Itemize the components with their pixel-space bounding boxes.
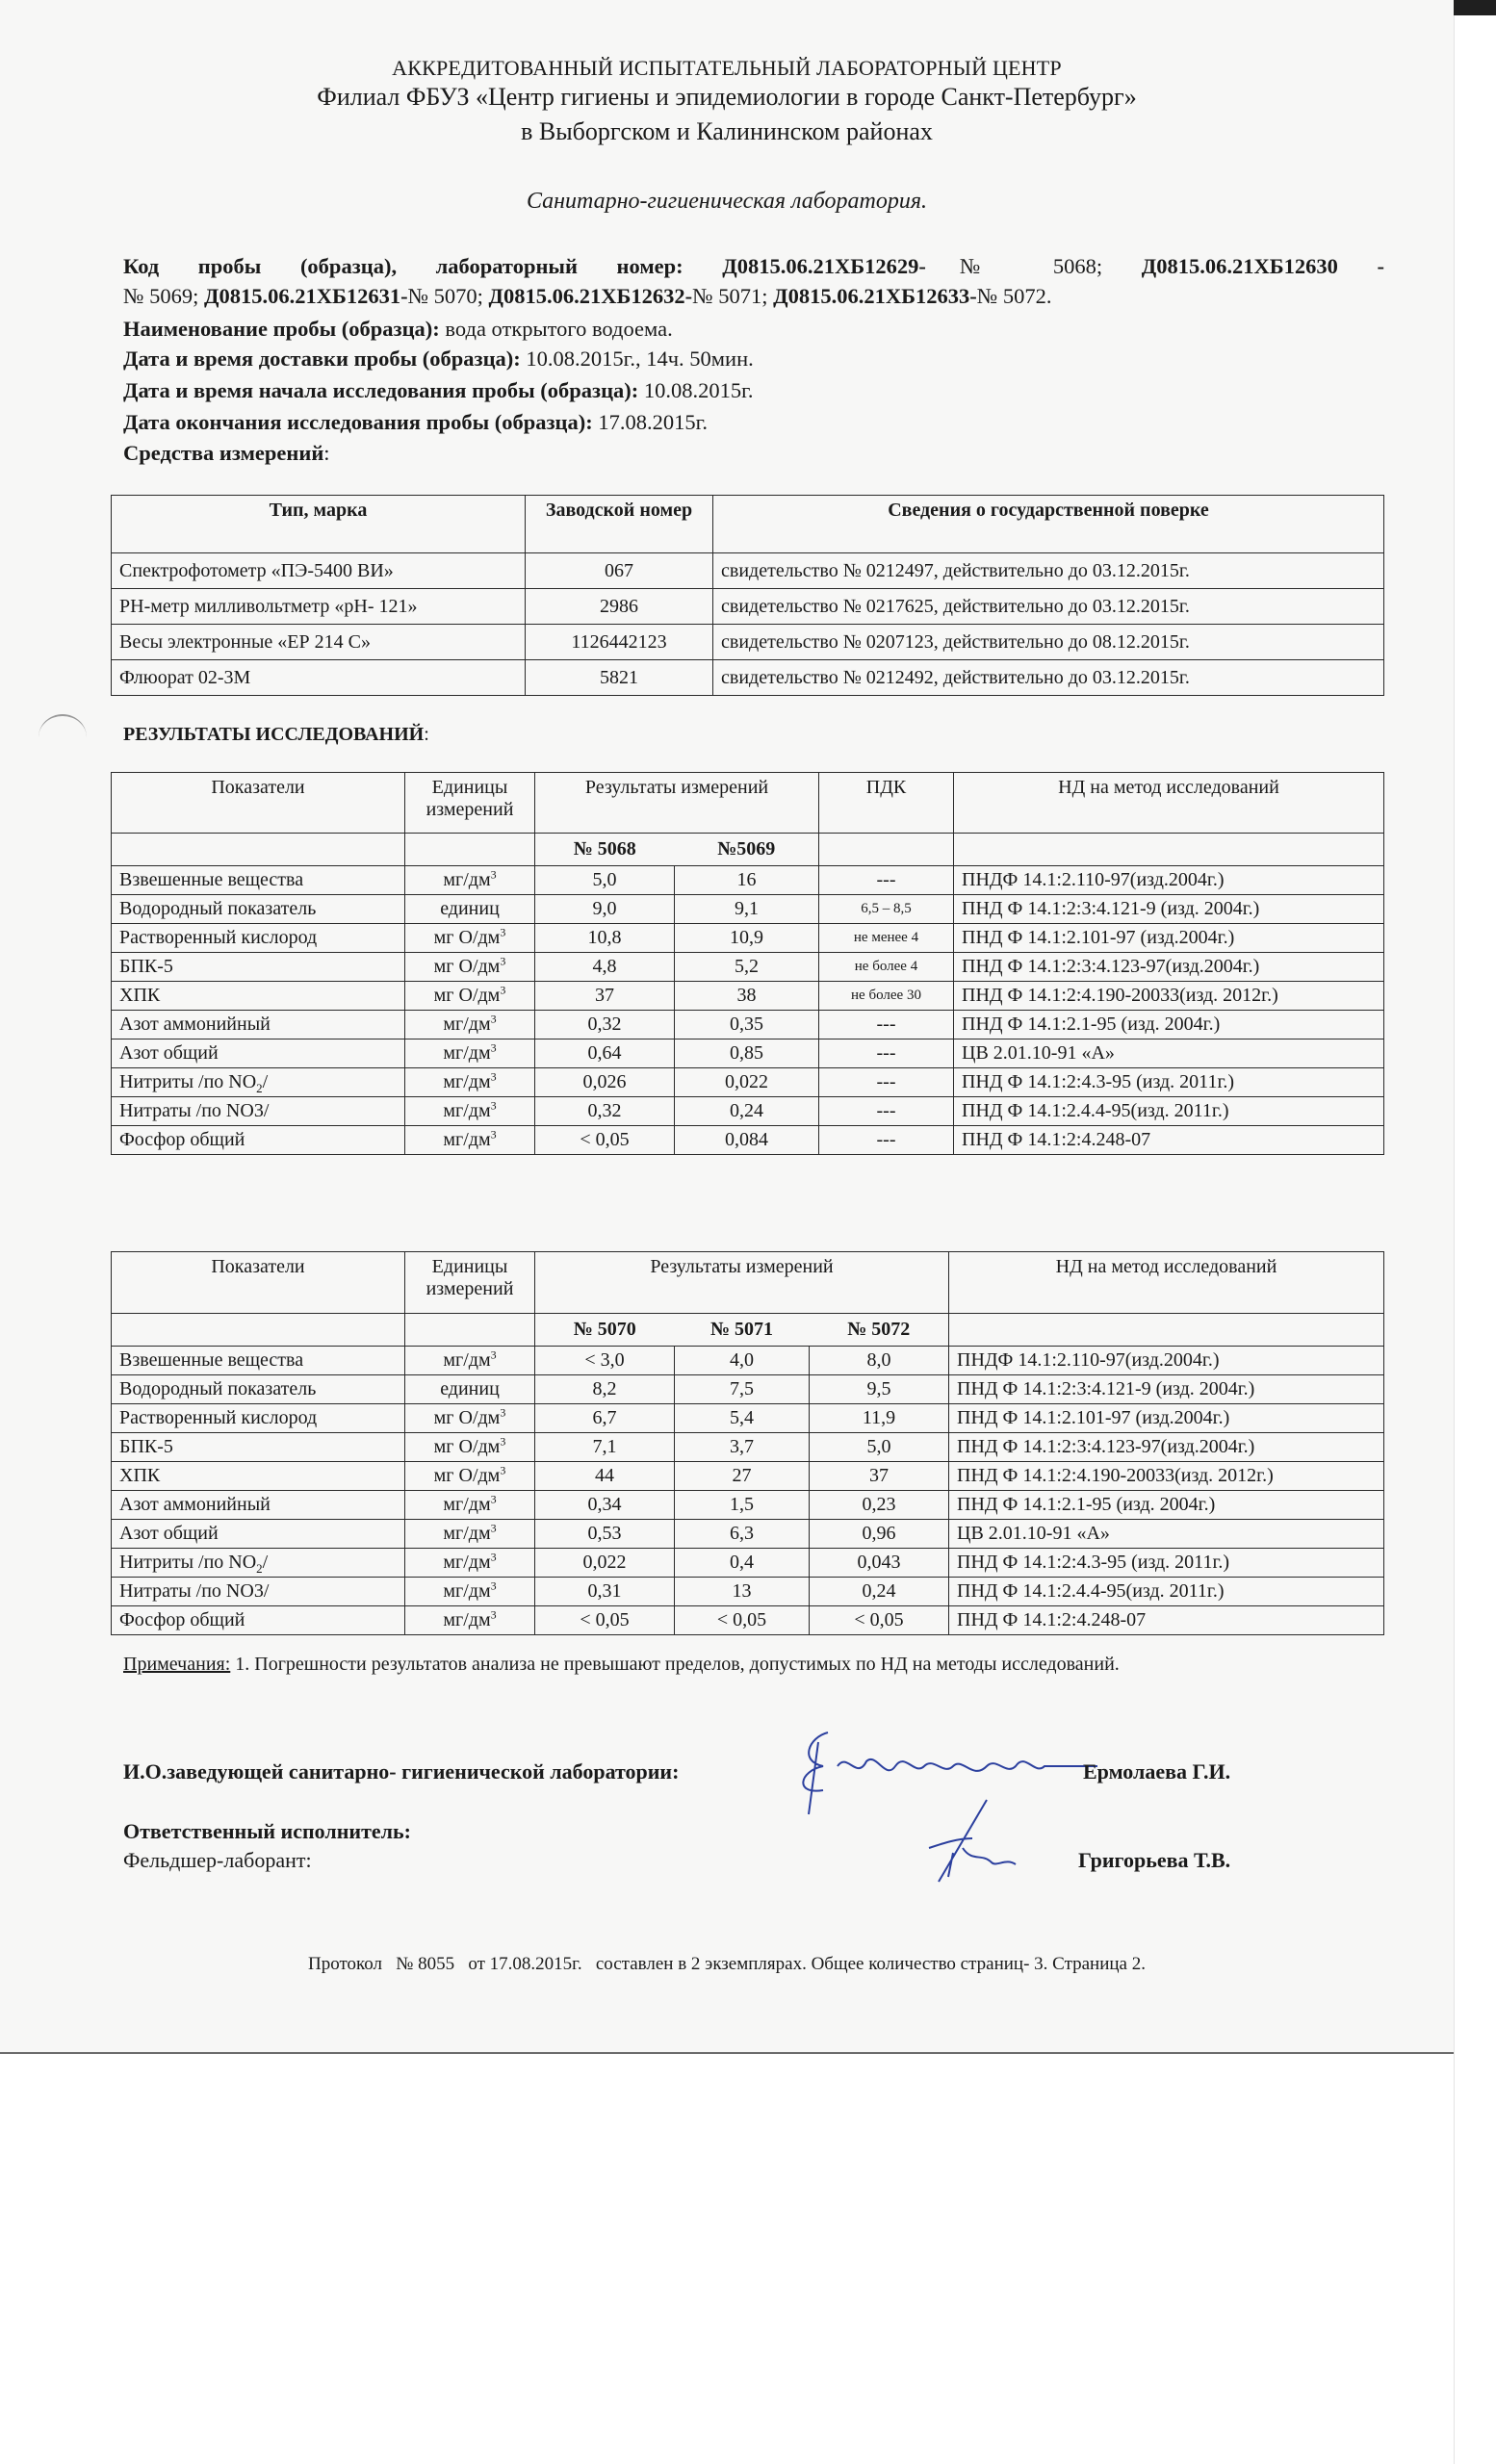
sample-code: Д0815.06.21ХБ12629-: [722, 254, 926, 278]
result-row: [112, 1068, 1384, 1097]
indicator-name: Фосфор общий: [112, 1606, 405, 1635]
notes-label: Примечания:: [123, 1654, 231, 1675]
result-value: 0,043: [810, 1549, 949, 1578]
indicator-name: Азот аммонийный: [112, 1491, 405, 1520]
result-value: 0,53: [535, 1520, 675, 1549]
delivery-line: [123, 346, 754, 372]
result-value: 8,0: [810, 1347, 949, 1375]
result-value: 5,2: [675, 953, 819, 982]
instrument-verification: свидетельство № 0217625, действительно до 03.12.2015г.: [713, 589, 1384, 625]
unit: $мг/дм^3$: [405, 1549, 535, 1578]
empty-cell: [954, 834, 1384, 866]
subscript: 2: [256, 1081, 263, 1095]
result-value: 16: [675, 866, 819, 895]
result-value: 0,026: [535, 1068, 675, 1097]
result-value: 0,85: [675, 1040, 819, 1068]
instrument-row: [112, 553, 1384, 589]
result-value: 11,9: [810, 1404, 949, 1433]
indicator-name: Взвешенные вещества: [112, 866, 405, 895]
mpc-value: ---: [819, 1011, 954, 1040]
superscript: 3: [490, 1348, 497, 1362]
indicator-name: Азот общий: [112, 1520, 405, 1549]
result-row: [112, 1549, 1384, 1578]
sample-name-line: [123, 317, 673, 342]
result-value: 0,23: [810, 1491, 949, 1520]
method-reference: ПНД Ф 14.1:2:4.248-07: [954, 1126, 1384, 1155]
indicator-name: БПК-5: [112, 953, 405, 982]
sample-name-label: Наименование пробы (образца):: [123, 317, 440, 341]
method-reference: ПНД Ф 14.1:2:4.3-95 (изд. 2011г.): [949, 1549, 1384, 1578]
result-value: < 3,0: [535, 1347, 675, 1375]
result-value: 10,9: [675, 924, 819, 953]
indicator-name: ХПК: [112, 982, 405, 1011]
method-reference: ПНД Ф 14.1:2.4.4-95(изд. 2011г.): [954, 1097, 1384, 1126]
result-value: 27: [675, 1462, 810, 1491]
unit: $мг/дм^3$: [405, 1606, 535, 1635]
result-value: 0,64: [535, 1040, 675, 1068]
sample-code-line-1: [123, 254, 1384, 279]
unit: $мг/дм^3$: [405, 1011, 535, 1040]
indicator-name: Нитриты /по $NO_2/$: [112, 1549, 405, 1578]
method-reference: ПНД Ф 14.1:2:4.3-95 (изд. 2011г.): [954, 1068, 1384, 1097]
superscript: 3: [490, 1040, 497, 1055]
instrument-type: РН-метр милливольтметр «рН- 121»: [112, 589, 526, 625]
results-header-row: [112, 773, 1384, 834]
col-header-results: Результаты измерений: [535, 773, 819, 834]
method-reference: ПНД Ф 14.1:2:3:4.123-97(изд.2004г.): [954, 953, 1384, 982]
result-row: [112, 1347, 1384, 1375]
unit: мг $О/дм^3$: [405, 1462, 535, 1491]
sample-number-header: №5069: [675, 834, 819, 866]
sample-number-header: № 5068: [535, 834, 675, 866]
unit: мг $О/дм^3$: [405, 1404, 535, 1433]
result-value: 0,4: [675, 1549, 810, 1578]
result-value: 5,0: [810, 1433, 949, 1462]
indicator-name: Азот аммонийный: [112, 1011, 405, 1040]
indicator-name: Нитраты /по NO3/: [112, 1578, 405, 1606]
unit: мг $О/дм^3$: [405, 982, 535, 1011]
sample-number-row: [112, 1314, 1384, 1347]
results-heading: [123, 724, 429, 746]
superscript: 3: [490, 1127, 497, 1142]
result-value: 0,022: [535, 1549, 675, 1578]
sample-number-row: [112, 834, 1384, 866]
col-header-serial: Заводской номер: [526, 496, 713, 553]
unit: мг $О/дм^3$: [405, 953, 535, 982]
instrument-row: [112, 625, 1384, 660]
executor-role: Фельдшер-лаборант:: [123, 1848, 312, 1872]
result-row: [112, 1404, 1384, 1433]
instrument-verification: свидетельство № 0212497, действительно до 03.12.2015г.: [713, 553, 1384, 589]
method-reference: ПНД Ф 14.1:2:3:4.121-9 (изд. 2004г.): [949, 1375, 1384, 1404]
sample-number-header: № 5070: [535, 1314, 675, 1347]
result-value: 4,0: [675, 1347, 810, 1375]
superscript: 3: [490, 1521, 497, 1535]
result-row: [112, 1578, 1384, 1606]
result-row: [112, 895, 1384, 924]
indicator-name: Растворенный кислород: [112, 924, 405, 953]
instrument-type: Весы электронные «ЕР 214 С»: [112, 625, 526, 660]
result-value: < 0,05: [810, 1606, 949, 1635]
sample-code: Д0815.06.21ХБ12631-: [203, 284, 408, 308]
indicator-name: Фосфор общий: [112, 1126, 405, 1155]
result-row: [112, 1126, 1384, 1155]
instrument-verification: свидетельство № 0212492, действительно до 03.12.2015г.: [713, 660, 1384, 696]
lab-name: Санитарно-гигиеническая лаборатория.: [526, 189, 928, 214]
method-reference: ПНДФ 14.1:2.110-97(изд.2004г.): [954, 866, 1384, 895]
results-title: РЕЗУЛЬТАТЫ ИССЛЕДОВАНИЙ: [123, 724, 425, 745]
unit: $мг/дм^3$: [405, 1491, 535, 1520]
result-value: 37: [535, 982, 675, 1011]
unit: $мг/дм^3$: [405, 1126, 535, 1155]
col-header-type: Тип, марка: [112, 496, 526, 553]
sample-number-header: № 5071: [675, 1314, 810, 1347]
instruments-table: [111, 495, 1384, 696]
result-row: [112, 866, 1384, 895]
org-district: в Выборгском и Калининском районах: [521, 117, 933, 145]
sample-number: № 5070;: [407, 284, 483, 308]
mpc-value: не более 30: [819, 982, 954, 1011]
head-of-lab-name: Ермолаева Г.И.: [1083, 1759, 1231, 1784]
empty-cell: [405, 1314, 535, 1347]
result-row: [112, 1606, 1384, 1635]
empty-cell: [112, 1314, 405, 1347]
result-value: 5,0: [535, 866, 675, 895]
superscript: 3: [500, 1434, 506, 1449]
result-row: [112, 953, 1384, 982]
result-value: 44: [535, 1462, 675, 1491]
results-body: [112, 1347, 1384, 1635]
result-value: 0,96: [810, 1520, 949, 1549]
mpc-value: ---: [819, 1097, 954, 1126]
method-reference: ПНД Ф 14.1:2.101-97 (изд.2004г.): [949, 1404, 1384, 1433]
col-header-indicator: Показатели: [112, 773, 405, 834]
unit: $мг/дм^3$: [405, 866, 535, 895]
method-reference: ПНД Ф 14.1:2.1-95 (изд. 2004г.): [949, 1491, 1384, 1520]
delivery-label: Дата и время доставки пробы (образца):: [123, 346, 521, 371]
unit: $мг/дм^3$: [405, 1347, 535, 1375]
punch-hole-mark: [39, 714, 87, 760]
superscript: 3: [490, 867, 497, 882]
sample-code-label: Код пробы (образца), лабораторный номер:: [123, 254, 684, 278]
empty-cell: [405, 834, 535, 866]
result-row: [112, 1011, 1384, 1040]
executor-signature-icon: [919, 1795, 1025, 1886]
sample-code: Д0815.06.21ХБ12633-: [773, 284, 977, 308]
result-value: 7,1: [535, 1433, 675, 1462]
scan-margin: [1454, 15, 1496, 2464]
col-header-method: НД на метод исследований: [949, 1252, 1384, 1314]
sample-number: № 5068;: [925, 254, 1103, 278]
result-value: 0,32: [535, 1011, 675, 1040]
result-value: 1,5: [675, 1491, 810, 1520]
mpc-value: не более 4: [819, 953, 954, 982]
col-header-units: Единицы измерений: [405, 1252, 535, 1314]
instruments-heading: [123, 441, 330, 466]
method-reference: ЦВ 2.01.10-91 «А»: [954, 1040, 1384, 1068]
indicator-name: ХПК: [112, 1462, 405, 1491]
method-reference: ПНД Ф 14.1:2:4.248-07: [949, 1606, 1384, 1635]
superscript: 3: [490, 1607, 497, 1622]
org-accreditation-title: АККРЕДИТОВАННЫЙ ИСПЫТАТЕЛЬНЫЙ ЛАБОРАТОРНЫЙ ЦЕНТР: [392, 56, 1062, 80]
end-value: 17.08.2015г.: [598, 410, 708, 434]
result-value: 37: [810, 1462, 949, 1491]
end-label: Дата окончания исследования пробы (образца):: [123, 410, 593, 434]
head-of-lab-label: И.О.заведующей санитарно- гигиенической лаборатории:: [123, 1759, 680, 1784]
superscript: 3: [490, 1550, 497, 1564]
indicator-name: Нитриты /по $NO_2/$: [112, 1068, 405, 1097]
result-value: 9,0: [535, 895, 675, 924]
superscript: 3: [490, 1069, 497, 1084]
mpc-value: 6,5 – 8,5: [819, 895, 954, 924]
instruments-header-row: [112, 496, 1384, 553]
colon: :: [323, 441, 330, 465]
indicator-name: БПК-5: [112, 1433, 405, 1462]
indicator-name: Водородный показатель: [112, 1375, 405, 1404]
sample-code: Д0815.06.21ХБ12632-: [488, 284, 693, 308]
result-row: [112, 1040, 1384, 1068]
result-value: 9,1: [675, 895, 819, 924]
result-value: 9,5: [810, 1375, 949, 1404]
start-label: Дата и время начала исследования пробы (образца):: [123, 378, 639, 402]
instruments-label: Средства измерений: [123, 441, 324, 465]
unit: единиц: [405, 1375, 535, 1404]
superscript: 3: [490, 1098, 497, 1113]
sample-number: № 5072.: [976, 284, 1052, 308]
superscript: 3: [500, 983, 506, 997]
result-value: 38: [675, 982, 819, 1011]
col-header-results: Результаты измерений: [535, 1252, 949, 1314]
sample-number: № 5069;: [123, 284, 199, 308]
result-row: [112, 1433, 1384, 1462]
result-value: 6,7: [535, 1404, 675, 1433]
result-value: 0,084: [675, 1126, 819, 1155]
subscript: 2: [256, 1561, 263, 1576]
superscript: 3: [490, 1578, 497, 1593]
result-value: 8,2: [535, 1375, 675, 1404]
method-reference: ПНД Ф 14.1:2:3:4.123-97(изд.2004г.): [949, 1433, 1384, 1462]
start-line: [123, 378, 753, 403]
method-reference: ПНД Ф 14.1:2.101-97 (изд.2004г.): [954, 924, 1384, 953]
mpc-value: ---: [819, 866, 954, 895]
col-header-indicator: Показатели: [112, 1252, 405, 1314]
instrument-type: Флюорат 02-3М: [112, 660, 526, 696]
result-value: 7,5: [675, 1375, 810, 1404]
method-reference: ПНД Ф 14.1:2.4.4-95(изд. 2011г.): [949, 1578, 1384, 1606]
colon: :: [424, 724, 429, 745]
method-reference: ПНД Ф 14.1:2:4.190-20033(изд. 2012г.): [949, 1462, 1384, 1491]
indicator-name: Взвешенные вещества: [112, 1347, 405, 1375]
executor-label: Ответственный исполнитель:: [123, 1819, 411, 1843]
result-value: 13: [675, 1578, 810, 1606]
result-row: [112, 1491, 1384, 1520]
result-row: [112, 1462, 1384, 1491]
result-value: 3,7: [675, 1433, 810, 1462]
org-branch-title: Филиал ФБУЗ «Центр гигиены и эпидемиологии в городе Санкт-Петербург»: [317, 83, 1137, 111]
superscript: 3: [500, 925, 506, 939]
result-value: < 0,05: [535, 1606, 675, 1635]
indicator-name: Азот общий: [112, 1040, 405, 1068]
result-row: [112, 1520, 1384, 1549]
superscript: 3: [500, 1405, 506, 1420]
start-value: 10.08.2015г.: [643, 378, 754, 402]
superscript: 3: [490, 1492, 497, 1506]
result-value: 0,022: [675, 1068, 819, 1097]
unit: $мг/дм^3$: [405, 1578, 535, 1606]
sample-code: Д0815.06.21ХБ12630 -: [1141, 254, 1385, 278]
result-value: 0,35: [675, 1011, 819, 1040]
instrument-serial: 2986: [526, 589, 713, 625]
scan-corner-shadow: [1454, 0, 1496, 15]
mpc-value: ---: [819, 1068, 954, 1097]
result-value: 0,34: [535, 1491, 675, 1520]
instrument-row: [112, 589, 1384, 625]
method-reference: ПНДФ 14.1:2.110-97(изд.2004г.): [949, 1347, 1384, 1375]
col-header-method: НД на метод исследований: [954, 773, 1384, 834]
result-value: 10,8: [535, 924, 675, 953]
unit: $мг/дм^3$: [405, 1068, 535, 1097]
instrument-verification: свидетельство № 0207123, действительно до 08.12.2015г.: [713, 625, 1384, 660]
result-value: < 0,05: [675, 1606, 810, 1635]
results-table-samples-5068-5069: [111, 772, 1384, 1155]
instrument-serial: 1126442123: [526, 625, 713, 660]
result-value: 0,24: [675, 1097, 819, 1126]
empty-cell: [819, 834, 954, 866]
unit: $мг/дм^3$: [405, 1520, 535, 1549]
mpc-value: не менее 4: [819, 924, 954, 953]
result-value: < 0,05: [535, 1126, 675, 1155]
method-reference: ПНД Ф 14.1:2.1-95 (изд. 2004г.): [954, 1011, 1384, 1040]
result-row: [112, 982, 1384, 1011]
instrument-row: [112, 660, 1384, 696]
protocol-footer: Протокол № 8055 от 17.08.2015г. составлен в 2 экземплярах. Общее количество страниц- 3. Страница 2.: [307, 1954, 1146, 1974]
instrument-serial: 067: [526, 553, 713, 589]
result-value: 6,3: [675, 1520, 810, 1549]
sample-code-line-2: [123, 284, 1051, 309]
results-table-samples-5070-5072: [111, 1251, 1384, 1635]
col-header-units: Единицы измерений: [405, 773, 535, 834]
indicator-name: Растворенный кислород: [112, 1404, 405, 1433]
notes-text: 1. Погрешности результатов анализа не превышают пределов, допустимых по НД на методы исследований.: [230, 1654, 1120, 1675]
col-header-mpc: ПДК: [819, 773, 954, 834]
unit: $мг/дм^3$: [405, 1040, 535, 1068]
result-value: 0,31: [535, 1578, 675, 1606]
result-row: [112, 924, 1384, 953]
unit: $мг/дм^3$: [405, 1097, 535, 1126]
mpc-value: ---: [819, 1040, 954, 1068]
result-value: 0,24: [810, 1578, 949, 1606]
superscript: 3: [500, 954, 506, 968]
method-reference: ЦВ 2.01.10-91 «А»: [949, 1520, 1384, 1549]
sample-number: № 5071;: [692, 284, 768, 308]
result-value: 4,8: [535, 953, 675, 982]
instrument-type: Спектрофотометр «ПЭ-5400 ВИ»: [112, 553, 526, 589]
result-value: 0,32: [535, 1097, 675, 1126]
superscript: 3: [500, 1463, 506, 1477]
indicator-name: Водородный показатель: [112, 895, 405, 924]
sample-number-header: № 5072: [810, 1314, 949, 1347]
result-value: 5,4: [675, 1404, 810, 1433]
end-line: [123, 410, 708, 435]
unit: мг $О/дм^3$: [405, 1433, 535, 1462]
mpc-value: ---: [819, 1126, 954, 1155]
col-header-verification: Сведения о государственной поверке: [713, 496, 1384, 553]
result-row: [112, 1375, 1384, 1404]
unit: единиц: [405, 895, 535, 924]
method-reference: ПНД Ф 14.1:2:4.190-20033(изд. 2012г.): [954, 982, 1384, 1011]
empty-cell: [112, 834, 405, 866]
unit: мг $О/дм^3$: [405, 924, 535, 953]
superscript: 3: [490, 1012, 497, 1026]
method-reference: ПНД Ф 14.1:2:3:4.121-9 (изд. 2004г.): [954, 895, 1384, 924]
delivery-value: 10.08.2015г., 14ч. 50мин.: [526, 346, 754, 371]
result-row: [112, 1097, 1384, 1126]
indicator-name: Нитраты /по NO3/: [112, 1097, 405, 1126]
executor-name: Григорьева Т.В.: [1078, 1848, 1231, 1872]
results-body: [112, 866, 1384, 1155]
instrument-serial: 5821: [526, 660, 713, 696]
empty-cell: [949, 1314, 1384, 1347]
notes: [123, 1654, 1120, 1676]
results-header-row: [112, 1252, 1384, 1314]
sample-name-value: вода открытого водоема.: [445, 317, 673, 341]
